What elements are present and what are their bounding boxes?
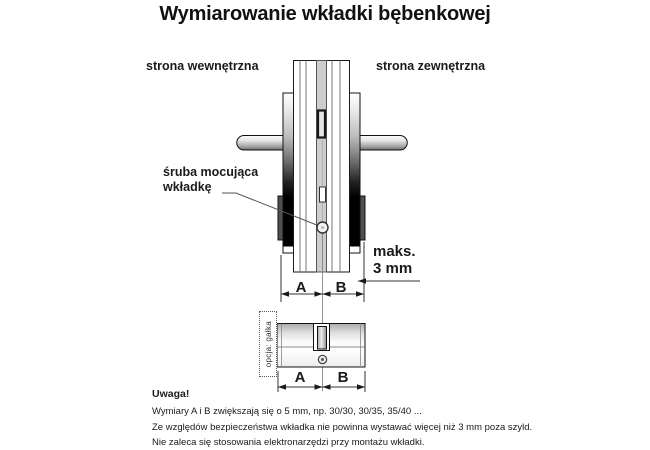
screw-hole-center xyxy=(321,358,324,361)
arrowhead xyxy=(358,278,366,283)
handle-outer xyxy=(360,136,407,151)
label-max-protrusion xyxy=(373,243,416,277)
dimension-b-lower: B xyxy=(337,369,349,386)
cam-upper xyxy=(318,111,325,138)
label-outer-side: strona zewnętrzna xyxy=(376,59,486,73)
note-line-2: Ze względów bezpieczeństwa wkładka nie powinna wystawać więcej niż 3 mm poza szyld. xyxy=(152,421,533,433)
notes-block xyxy=(152,388,532,450)
note-line-3: Nie zaleca się stosowania elektronarzędzi przy montażu wkładki. xyxy=(152,437,425,448)
arrowhead xyxy=(315,291,323,296)
fixing-screw-center xyxy=(321,226,324,229)
label-inner-side: strona wewnętrzna xyxy=(146,59,259,73)
label-max-line1: maks. xyxy=(373,243,416,260)
key-slot xyxy=(320,187,326,202)
cam-lower xyxy=(318,327,327,350)
escutcheon-inner-face xyxy=(284,94,294,247)
handle-inner xyxy=(237,136,284,151)
label-fixing-screw-line1: śruba mocująca xyxy=(163,165,259,179)
dimension-a-lower: A xyxy=(294,369,306,386)
label-max-line2: 3 mm xyxy=(373,260,413,277)
label-fixing-screw xyxy=(163,165,258,195)
arrowhead xyxy=(323,291,331,296)
cylinder-strip xyxy=(317,61,327,273)
knob-option-box xyxy=(259,311,277,377)
dimension-a-upper: A xyxy=(295,279,307,296)
page-title: Wymiarowanie wkładki bębenkowej xyxy=(159,3,491,25)
escutcheon-outer-face xyxy=(350,94,360,247)
knob-option-label: opcja: gałka xyxy=(263,320,273,368)
dimension-b-upper: B xyxy=(335,279,347,296)
note-line-1: Wymiary A i B zwiększają się o 5 mm, np. 30/30, 30/35, 35/40 ... xyxy=(152,406,422,417)
arrowhead xyxy=(356,291,364,296)
arrowhead xyxy=(281,291,289,296)
notes-heading: Uwaga! xyxy=(152,388,190,400)
label-fixing-screw-line2: wkładkę xyxy=(163,180,212,194)
